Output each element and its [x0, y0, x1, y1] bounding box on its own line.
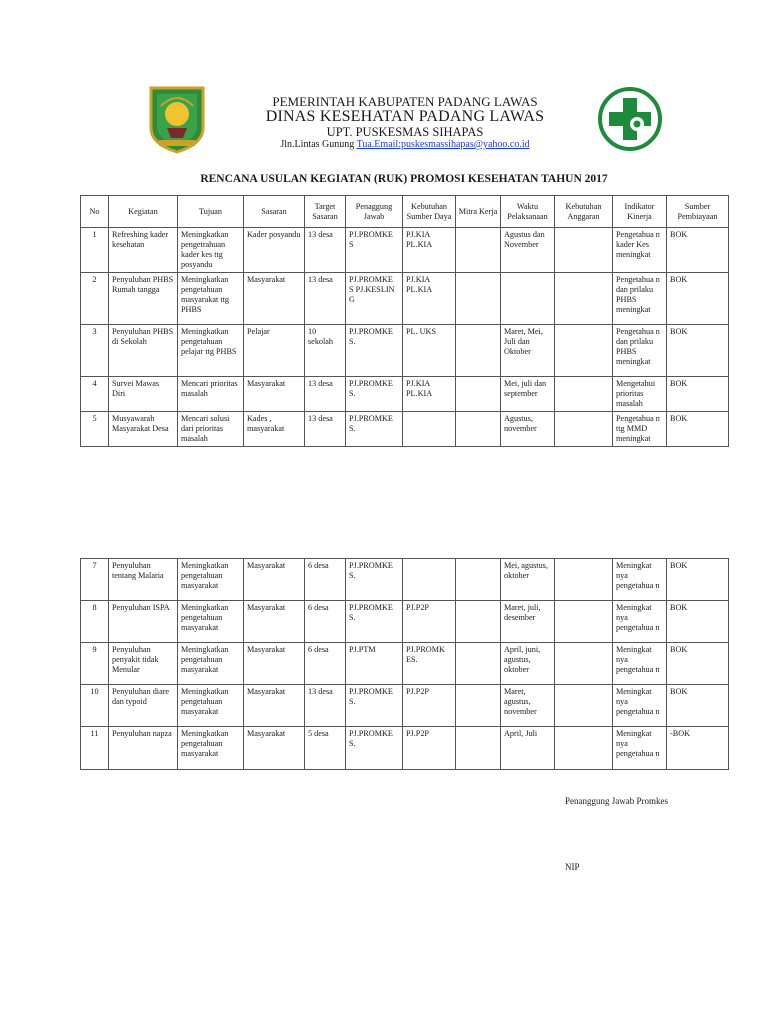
table-cell: Meningkat nya pengetahua n — [613, 559, 667, 601]
table-cell: Maret, Mei, Juli dan Oktober — [501, 325, 555, 377]
table-cell: Penyuluhan ISPA — [109, 601, 178, 643]
table-cell: Penyuluhan napza — [109, 727, 178, 770]
table-cell: BOK — [667, 325, 729, 377]
table-cell — [456, 377, 501, 412]
table-cell: Mencari solusi dari prioritas masalah — [178, 412, 244, 447]
column-header: Kebutuhan Anggaran — [555, 196, 613, 228]
table-cell: PJ.PTM — [346, 643, 403, 685]
table-row — [81, 559, 729, 601]
table-cell: Pengetahua n kader Kes meningkat — [613, 228, 667, 273]
header-government: PEMERINTAH KABUPATEN PADANG LAWAS — [272, 94, 538, 109]
table-cell: Mei, agustus, oktober — [501, 559, 555, 601]
table-row — [81, 601, 729, 643]
table-cell — [456, 559, 501, 601]
table-cell: BOK — [667, 685, 729, 727]
table-cell: Meningkat nya pengetahua n — [613, 685, 667, 727]
table-cell: Meningkatkan pengetahuan masyarakat — [178, 685, 244, 727]
column-header: Tujuan — [178, 196, 244, 228]
health-cross-logo — [597, 86, 663, 152]
table-cell: BOK — [667, 273, 729, 325]
table-cell: 10 — [81, 685, 109, 727]
table-cell — [555, 601, 613, 643]
table-cell — [456, 643, 501, 685]
table-cell: PJ.P2P — [403, 685, 456, 727]
table-cell: 13 desa — [305, 228, 346, 273]
column-header: Sasaran — [244, 196, 305, 228]
column-header: No — [81, 196, 109, 228]
table-cell: 13 desa — [305, 377, 346, 412]
regency-crest-logo — [147, 84, 207, 154]
table-row — [81, 377, 729, 412]
table-cell: Masyarakat — [244, 643, 305, 685]
table-cell: PJ.PROMKE S — [346, 228, 403, 273]
table-cell — [555, 643, 613, 685]
table-cell: PJ.P2P — [403, 727, 456, 770]
table-cell: Meningkatkan pengetrahuan kader kes ttg posyandu — [178, 228, 244, 273]
table-cell: Meningkatkan pengetahuan masyarakat — [178, 601, 244, 643]
column-header: Indikator Kinerja — [613, 196, 667, 228]
table-cell: Penyuluhan PHBS di Sekolah — [109, 325, 178, 377]
table-cell: 2 — [81, 273, 109, 325]
table-cell: BOK — [667, 377, 729, 412]
table-cell: PJ.PROMKE S PJ.KESLIN G — [346, 273, 403, 325]
table-cell: PJ.KIA PL.KIA — [403, 273, 456, 325]
table-cell: 5 desa — [305, 727, 346, 770]
table-cell — [555, 685, 613, 727]
table-cell — [456, 727, 501, 770]
table-cell: Meningkatkan pengetahuan pelajar ttg PHBS — [178, 325, 244, 377]
column-header: Target Sasaran — [305, 196, 346, 228]
table-cell: Meningkatkan pengetahuan masyarakat — [178, 559, 244, 601]
table-cell: BOK — [667, 228, 729, 273]
table-cell: Meningkat nya pengetahua n — [613, 601, 667, 643]
signature-nip: NIP — [565, 862, 580, 872]
table-cell: Meningkatkan pengetahuan masyarakat ttg PHBS — [178, 273, 244, 325]
table-cell: 10 sekolah — [305, 325, 346, 377]
table-cell: PJ.PROMKE S. — [346, 377, 403, 412]
header-address — [220, 139, 590, 150]
table-cell: Masyarakat — [244, 559, 305, 601]
table-cell: PJ.PROMKE S. — [346, 559, 403, 601]
table-cell: 13 desa — [305, 412, 346, 447]
table-cell: Maret, agustus, november — [501, 685, 555, 727]
table-row — [81, 325, 729, 377]
table-cell: Masyarakat — [244, 727, 305, 770]
column-header: Kegiatan — [109, 196, 178, 228]
table-cell: Pengetahua n ttg MMD meningkat — [613, 412, 667, 447]
table-cell: Penyuluhan diare dan typoid — [109, 685, 178, 727]
table-cell: -BOK — [667, 727, 729, 770]
ruk-table-part-1 — [80, 195, 729, 447]
table-cell: Kades , masyarakat — [244, 412, 305, 447]
signature-role: Penanggung Jawab Promkes — [565, 796, 668, 806]
table-cell: PJ.PROMKE S. — [346, 685, 403, 727]
column-header: Sumber Pembiayaan — [667, 196, 729, 228]
table-cell — [456, 685, 501, 727]
table-cell — [555, 377, 613, 412]
table-row — [81, 228, 729, 273]
table-cell: 7 — [81, 559, 109, 601]
table-cell — [555, 228, 613, 273]
ruk-table-part-2 — [80, 558, 729, 770]
table-cell: Penyuluhan PHBS Rumah tangga — [109, 273, 178, 325]
table-cell: Masyarakat — [244, 377, 305, 412]
table-row — [81, 727, 729, 770]
table-cell: PJ.PROMKE S. — [346, 601, 403, 643]
table-cell: 5 — [81, 412, 109, 447]
table-cell: 13 desa — [305, 685, 346, 727]
table-cell: Meningkatkan pengetahuan masyarakat — [178, 643, 244, 685]
table-cell: PL. UKS — [403, 325, 456, 377]
table-cell — [501, 273, 555, 325]
table-cell: 8 — [81, 601, 109, 643]
table-cell: Mencari prioritas masalah — [178, 377, 244, 412]
column-header: Kebutuhan Sumber Daya — [403, 196, 456, 228]
table-cell: April, juni, agustus, oktober — [501, 643, 555, 685]
header-agency: DINAS KESEHATAN PADANG LAWAS — [265, 108, 545, 125]
table-cell: PJ.KIA PL.KIA — [403, 228, 456, 273]
table-cell: Pengetahua n dan prilaku PHBS meningkat — [613, 273, 667, 325]
table-cell: Masyarakat — [244, 601, 305, 643]
table-cell: 11 — [81, 727, 109, 770]
table-cell: 6 desa — [305, 601, 346, 643]
address-text: Jln.Lintas Gunung — [280, 139, 357, 150]
table-row — [81, 412, 729, 447]
table-cell: Meningkat nya pengetahua n — [613, 727, 667, 770]
table-cell — [456, 412, 501, 447]
table-cell: PJ.PROMKE S. — [346, 727, 403, 770]
table-cell: Maret, juli, desember — [501, 601, 555, 643]
table-cell: BOK — [667, 559, 729, 601]
table-cell: PJ.P2P — [403, 601, 456, 643]
table-cell: 6 desa — [305, 559, 346, 601]
table-row — [81, 685, 729, 727]
header-unit: UPT. PUSKESMAS SIHAPAS — [326, 125, 484, 139]
table-cell: Meningkat nya pengetahua n — [613, 643, 667, 685]
table-cell: Masyarakat — [244, 685, 305, 727]
table-cell — [555, 559, 613, 601]
table-cell: BOK — [667, 601, 729, 643]
column-header: Mitra Kerja — [456, 196, 501, 228]
table-cell — [403, 412, 456, 447]
table-cell: 3 — [81, 325, 109, 377]
table-cell — [555, 412, 613, 447]
table-cell: Meningkatkan pengetahuan masyarakat — [178, 727, 244, 770]
table-cell — [403, 559, 456, 601]
table-cell: PJ.PROMKE S. — [346, 412, 403, 447]
table-cell: Penyuluhan penyakit tidak Menular — [109, 643, 178, 685]
table-cell — [555, 325, 613, 377]
table-row — [81, 643, 729, 685]
table-cell: BOK — [667, 643, 729, 685]
table-cell: BOK — [667, 412, 729, 447]
table-header-row — [81, 196, 729, 228]
table-cell: Musyawarah Masyarakat Desa — [109, 412, 178, 447]
table-cell: Refreshing kader kesehatan — [109, 228, 178, 273]
table-cell: Mengetahui prioritas masalah — [613, 377, 667, 412]
table-cell: Masyarakat — [244, 273, 305, 325]
table-body-part-1 — [81, 228, 729, 447]
table-cell: Mei, juli dan september — [501, 377, 555, 412]
table-cell: 6 desa — [305, 643, 346, 685]
table-cell: Survei Mawas Diri — [109, 377, 178, 412]
table-cell — [456, 273, 501, 325]
table-cell: PJ.PROMKE S. — [346, 325, 403, 377]
table-cell: Agustus, november — [501, 412, 555, 447]
table-cell: PJ.PROMK ES. — [403, 643, 456, 685]
table-cell — [456, 325, 501, 377]
email-link[interactable]: Tua.Email:puskesmassihapas@yahoo.co.id — [356, 139, 530, 150]
column-header: Penaggung Jawab — [346, 196, 403, 228]
column-header: Waktu Pelaksanaan — [501, 196, 555, 228]
table-cell: Penyuluhan tentang Malaria — [109, 559, 178, 601]
table-cell — [555, 273, 613, 325]
table-cell: Pelajar — [244, 325, 305, 377]
document-title: RENCANA USULAN KEGIATAN (RUK) PROMOSI KESEHATAN TAHUN 2017 — [200, 173, 608, 185]
table-cell: 9 — [81, 643, 109, 685]
table-cell: Kader posyandu — [244, 228, 305, 273]
table-cell — [456, 228, 501, 273]
table-cell: Pengetahua n dan prilaku PHBS meningkat — [613, 325, 667, 377]
table-cell — [456, 601, 501, 643]
table-row — [81, 273, 729, 325]
table-cell: 4 — [81, 377, 109, 412]
table-cell — [555, 727, 613, 770]
table-cell: 1 — [81, 228, 109, 273]
table-cell: 13 desa — [305, 273, 346, 325]
table-body-part-2 — [81, 559, 729, 770]
table-cell: Agustus dan November — [501, 228, 555, 273]
table-cell: April, Juli — [501, 727, 555, 770]
table-cell: PJ.KIA PL.KIA — [403, 377, 456, 412]
